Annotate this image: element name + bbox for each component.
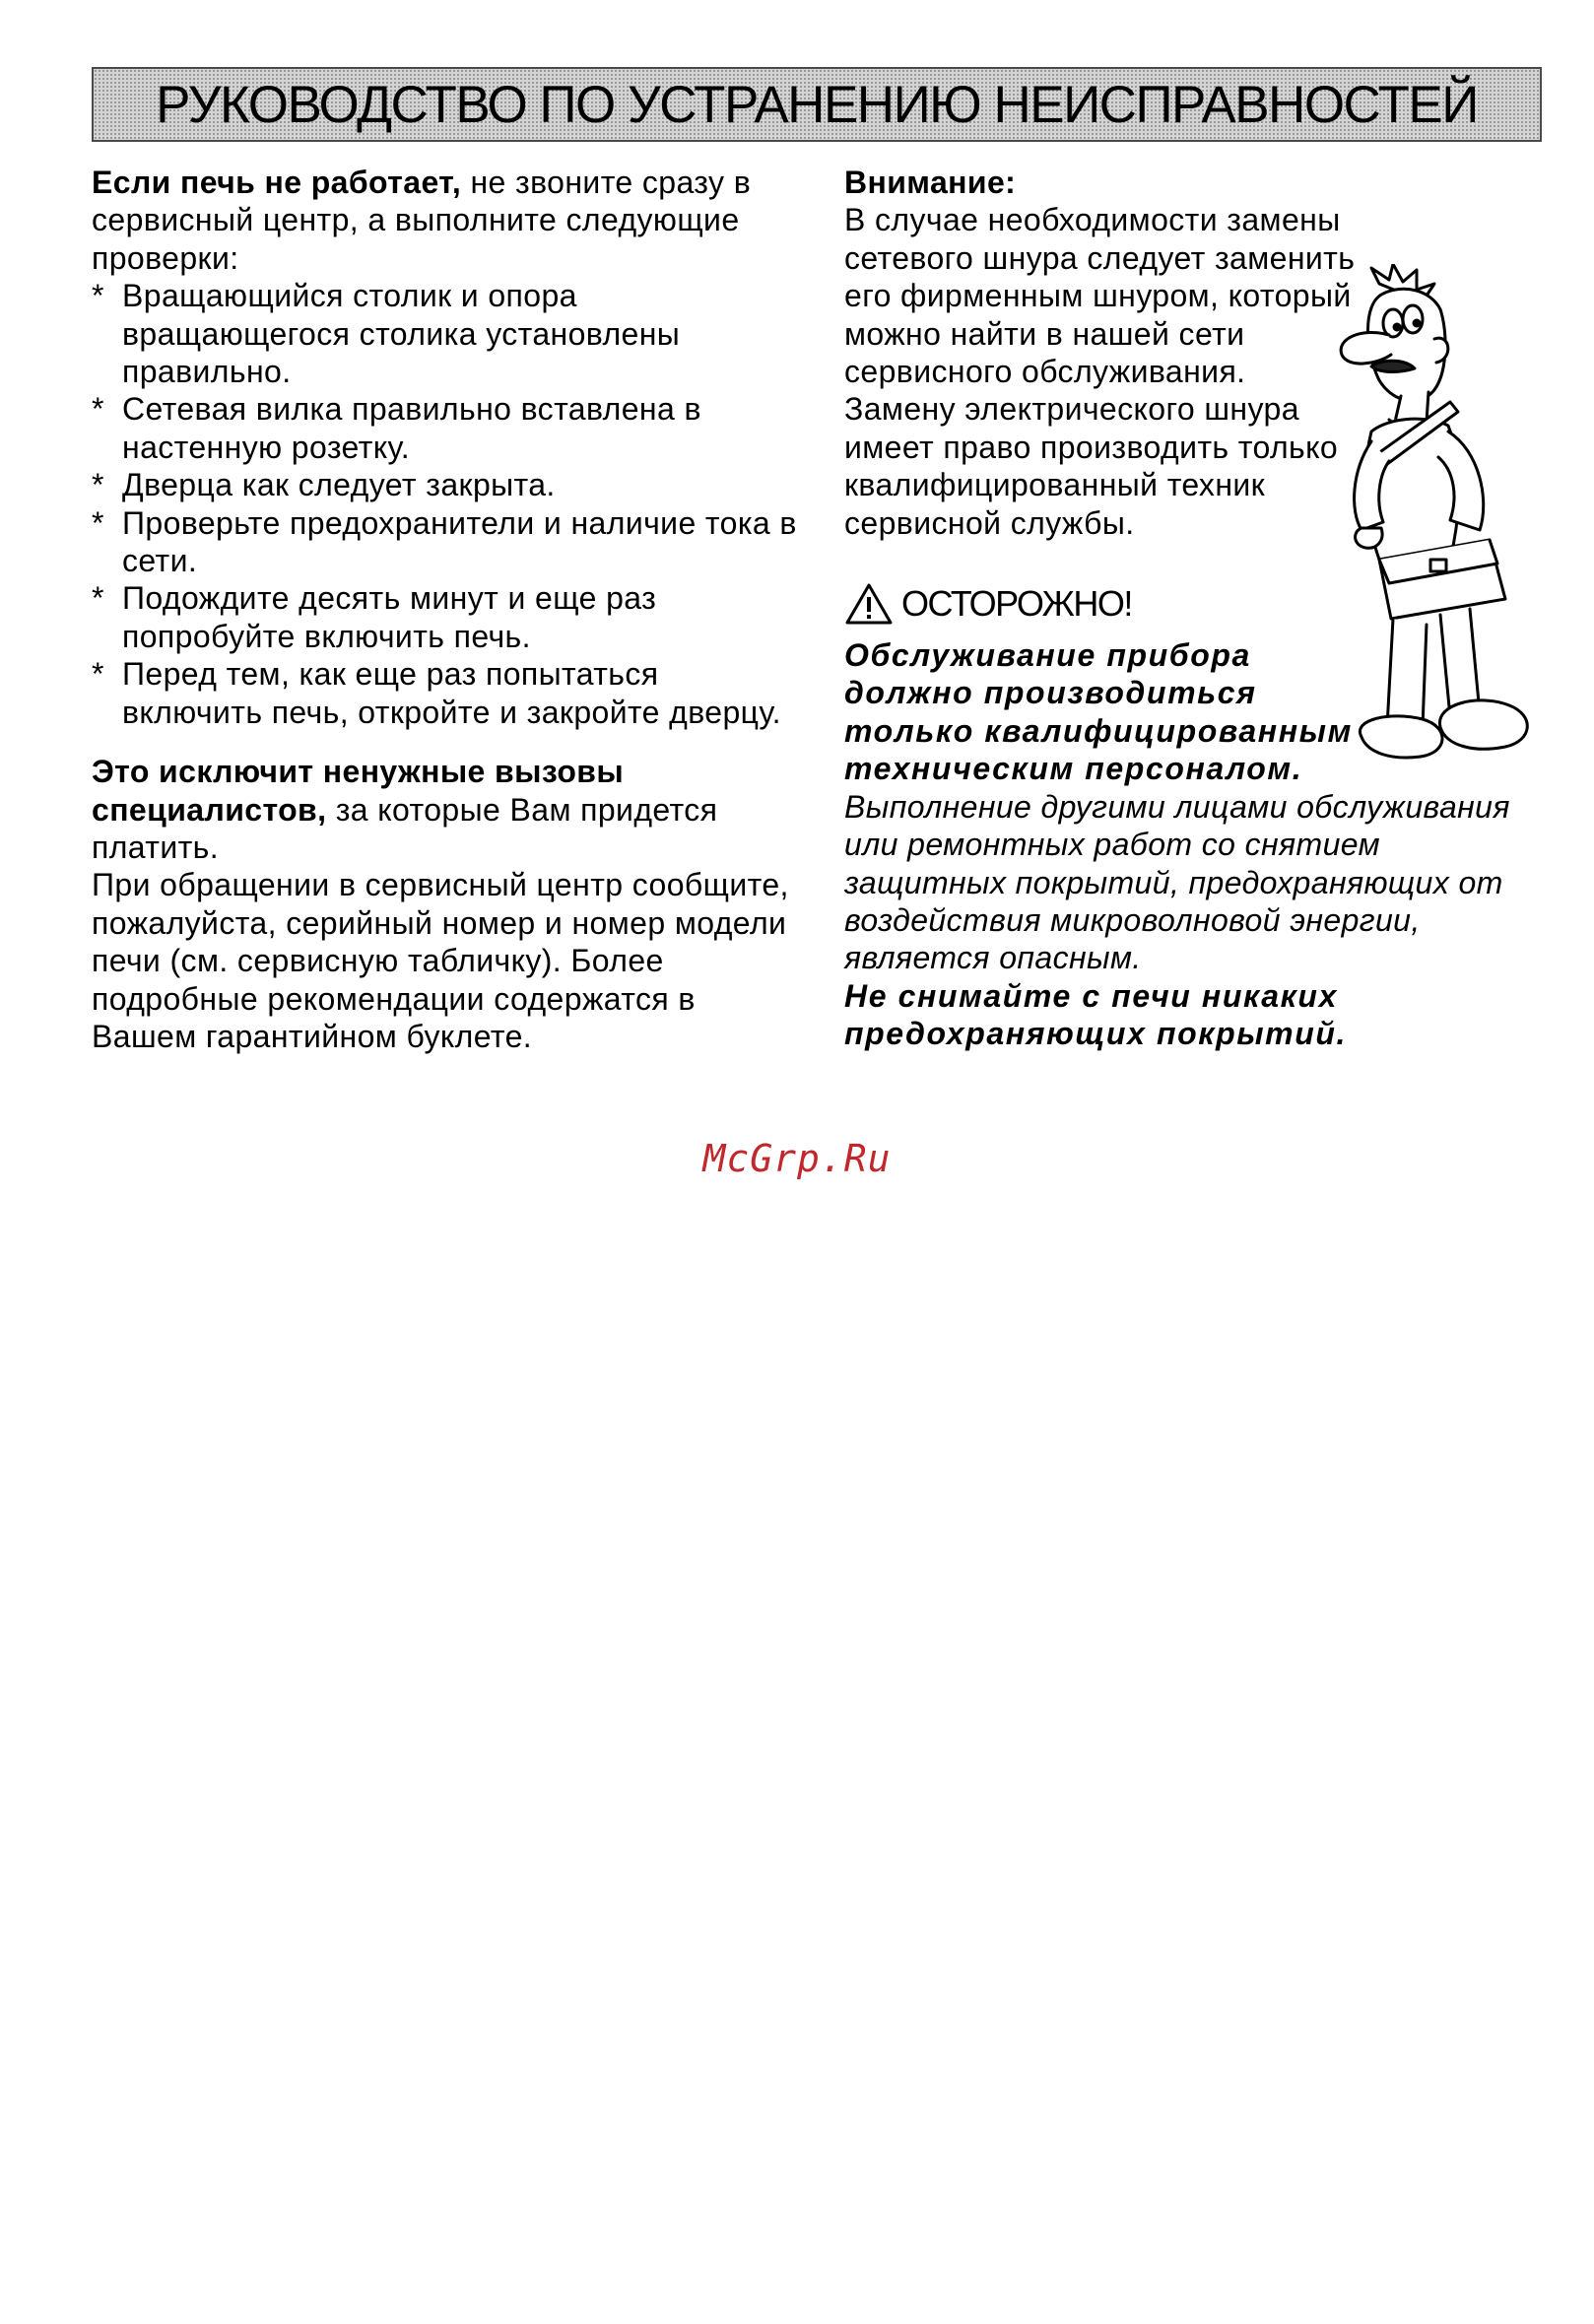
checklist-item (92, 579, 801, 655)
watermark: McGrp.Ru (702, 1137, 892, 1180)
checklist-item-text: Проверьте предохранители и наличие тока в сети. (122, 504, 797, 579)
checklist (92, 277, 801, 731)
note-text: за которые Вам придется платить. (92, 791, 718, 865)
checklist-item (92, 277, 801, 390)
bullet-mark: * (92, 580, 104, 617)
checklist-item-text: Перед тем, как еще раз попытаться включить печь, откройте и закройте дверцу. (122, 656, 781, 730)
warning-triangle-icon (844, 582, 894, 626)
caution-final-text: Не снимайте с печи никаких предохраняющих покрытий. (844, 977, 1347, 1052)
bullet-mark: * (92, 278, 104, 314)
bullet-mark: * (92, 656, 104, 693)
checklist-item-text: Подождите десять минут и еще раз попробуйте включить печь. (122, 580, 657, 654)
note-paragraph (92, 753, 801, 866)
caution-italic-text: Выполнение другими лицами обслуживания или ремонтных работ со снятием защитных покрытий, предохраняющих от воздействия микроволновой энергии, является опасным. (844, 788, 1510, 976)
attention-heading (844, 164, 1337, 201)
intro-bold: Если печь не работает, (92, 165, 462, 200)
bullet-mark: * (92, 391, 104, 428)
checklist-item-text: Сетевая вилка правильно вставлена в настенную розетку. (122, 391, 701, 465)
bullet-mark: * (92, 467, 104, 503)
technician-illustration (1332, 264, 1541, 802)
attention-heading-text: Внимание: (844, 165, 1017, 200)
checklist-item (92, 504, 801, 580)
checklist-item-text: Дверца как следует закрыта. (122, 467, 556, 503)
intro-paragraph (92, 164, 801, 277)
intro-text: не звоните сразу в сервисный центр, а выполните следующие проверки: (92, 165, 752, 276)
checklist-item (92, 390, 801, 466)
caution-title: ОСТОРОЖНО! (901, 582, 1132, 624)
checklist-item (92, 466, 801, 503)
contact-paragraph: При обращении в сервисный центр сообщите, пожалуйста, серийный номер и номер модели печи (см. сервисную табличку). Более подробные рекомендации содержатся в Вашем гарантийном буклете. (92, 867, 789, 1054)
note-bold: Это исключит ненужные вызовы специалистов, (92, 754, 625, 828)
attention-text: В случае необходимости замены сетевого шнура следует заменить его фирменным шнуром, который можно найти в нашей сети сервисного обслуживания. Замену электрического шнура имеет право производить только квалифицированный техник сервисной службы. (844, 202, 1356, 541)
left-column (92, 164, 801, 1055)
page-title: РУКОВОДСТВО ПО УСТРАНЕНИЮ НЕИСПРАВНОСТЕЙ (156, 75, 1478, 134)
checklist-item-text: Вращающийся столик и опора вращающегося столика установлены правильно. (122, 278, 681, 390)
checklist-item (92, 655, 801, 731)
bullet-mark: * (92, 504, 104, 541)
page-title-banner (92, 67, 1542, 142)
caution-bold-text: Обслуживание прибора должно производиться только квалифицированным техническим персоналом. (844, 637, 1353, 787)
